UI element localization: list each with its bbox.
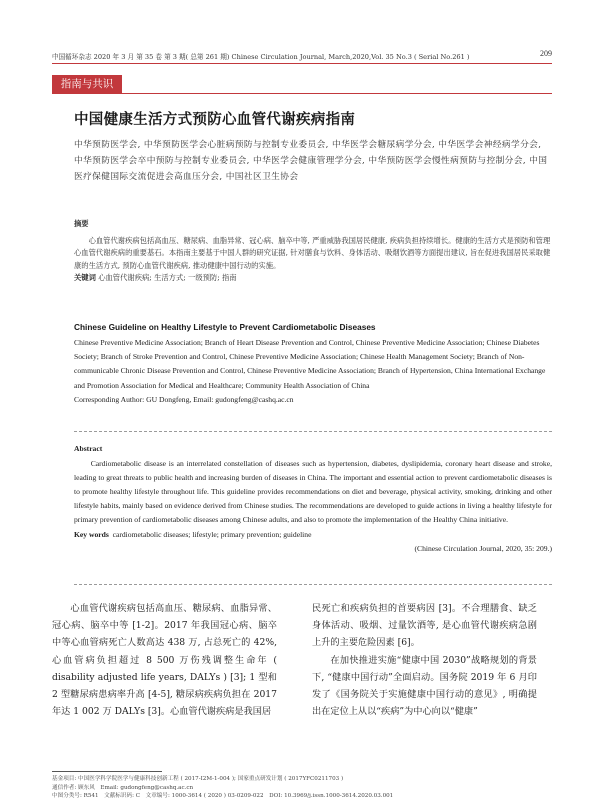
english-abstract xyxy=(74,442,552,556)
page-number: 209 xyxy=(540,49,552,58)
chinese-abstract-text: 心血管代谢疾病包括高血压、糖尿病、血脂异常、冠心病、脑卒中等, 严重威胁我国居民健康, 疾病负担持续增长。健康的生活方式是预防和管理心血管代谢疾病的重要基石。本指南主要基于中国人群的研究证据, 针对膳食与饮料、身体活动、吸烟饮酒等方面提出建议, 旨在促进我国居民采取健康的生活方式, 预防心血管代谢疾病, 推动健康中国行动的实施。 xyxy=(74,235,551,270)
abstract-divider-bottom xyxy=(74,584,552,585)
chinese-keywords xyxy=(74,272,552,285)
chinese-authors: 中华预防医学会, 中华预防医学会心脏病预防与控制专业委员会, 中华医学会糖尿病学分会, 中华医学会神经病学分会, 中华预防医学会卒中预防与控制专业委员会, 中华医学会健康管理学分会, 中华预防医学会慢性病预防与控制分会, 中国医疗保健国际交流促进会高血压分会, 中国社区卫生协会 xyxy=(74,140,548,182)
english-keywords xyxy=(74,528,552,542)
journal-info: 中国循环杂志 2020 年 3 月 第 35 卷 第 3 期( 总第 261 期) Chinese Circulation Journal, March,2020,Vol. 35 No.3 ( Serial No.261 ) xyxy=(52,53,470,61)
running-header xyxy=(52,51,552,61)
body-paragraph: 心血管代谢疾病包括高血压、糖尿病、血脂异常、冠心病、脑卒中等 [1-2]。2017 年我国冠心病、脑卒中等心血管病死亡人数高达 438 万, 占总死亡的 42%, 心血管病负担超过 8 500 万伤残调整生命年 ( disability adjusted life years, DALYs ) [3]; 1 型和 2 型糖尿病患病率升高 [4-5], 糖尿病疾病负担在 2017 年达 1 002 万 DALYs [3]。心血管代谢疾病是我国居 xyxy=(52,603,277,718)
footnotes xyxy=(52,775,552,801)
chinese-title: 中国健康生活方式预防心血管代谢疾病指南 xyxy=(74,112,356,128)
header-rule xyxy=(52,63,552,64)
citation: (Chinese Circulation Journal, 2020, 35: 209.) xyxy=(414,543,552,553)
footnote-rule xyxy=(52,771,162,772)
chinese-keywords-text: 心血管代谢疾病; 生活方式; 一级预防; 指南 xyxy=(98,273,237,282)
english-author-list: Chinese Preventive Medicine Association; Branch of Heart Disease Prevention and Control, Chinese Preventive Medicine Association; Chinese Diabetes Society; Branch of Stroke Prevention and Control, Chinese Preventive Medicine Association; Chinese Health Management Society; Branch of Non-communicable Chronic Disease Prevention and Control, Chinese Preventive Medicine Association; Branch of Hypertension, China International Exchange and Promotion Association for Medical and Healthcare; Community Health Association of China xyxy=(74,338,546,390)
english-title: Chinese Guideline on Healthy Lifestyle to Prevent Cardiometabolic Diseases xyxy=(74,322,376,332)
english-keywords-label: Key words xyxy=(74,529,109,539)
corresponding-author: Corresponding Author: GU Dongfeng, Email: gudongfeng@cashq.ac.cn xyxy=(74,394,294,404)
english-authors xyxy=(74,336,552,407)
english-keywords-text: cardiometabolic diseases; lifestyle; primary prevention; guideline xyxy=(112,529,312,539)
abstract-divider-top xyxy=(74,431,552,432)
footnote-classification: 中图分类号: R541 文献标识码: C 文章编号: 1000-3614 ( 2020 ) 03-0209-022 DOI: 10.3969/j.issn.1000-3614.2020.03.001 xyxy=(52,793,394,799)
section-tag: 指南与共识 xyxy=(52,75,122,93)
body-paragraph: 在加快推进实施“健康中国 2030”战略规划的背景下, “健康中国行动”全面启动。国务院 2019 年 6 月印发了《国务院关于实施健康中国行动的意见》, 明确提出在定位上从以“疾病”为中心向以“健康” xyxy=(312,654,537,718)
footnote-fund: 基金项目: 中国医学科学院医学与健康科技创新工程 ( 2017-I2M-1-004 ); 国家重点研发计划 ( 2017YFC0211703 ) xyxy=(52,776,344,782)
footnote-author: 通信作者: 顾东风 Email: gudongfeng@cashq.ac.cn xyxy=(52,784,194,791)
body-column-right xyxy=(312,600,537,720)
body-column-left xyxy=(52,600,277,720)
english-abstract-label: Abstract xyxy=(74,444,103,453)
chinese-keywords-label: 关键词 xyxy=(74,273,96,282)
english-abstract-text: Cardiometabolic disease is an interrelated constellation of diseases such as hypertension, diabetes, dyslipidemia, coronary heart disease and stroke, leading to great threats to public health and increasing burden of diseases in China. The important and essential action to prevent cardiometabolic diseases is to promote healthy lifestyle throughout life. This guideline provides recommendations on diet and beverage, physical activity, smoking, drinking and other lifestyle habits, mainly based on evidence derived from Chinese studies. The recommendations are developed to guide actions in living a healthy lifestyle for primary prevention of cardiometabolic diseases among Chinese adults, and also to promote the implementation of the Healthy China initiative. xyxy=(74,459,552,525)
chinese-abstract xyxy=(74,218,552,285)
body-paragraph: 民死亡和疾病负担的首要病因 [3]。不合理膳食、缺乏身体活动、吸烟、过量饮酒等, 是心血管代谢疾病急剧上升的主要危险因素 [6]。 xyxy=(312,603,537,649)
chinese-abstract-label: 摘要 xyxy=(74,219,89,228)
section-rule xyxy=(52,93,552,94)
